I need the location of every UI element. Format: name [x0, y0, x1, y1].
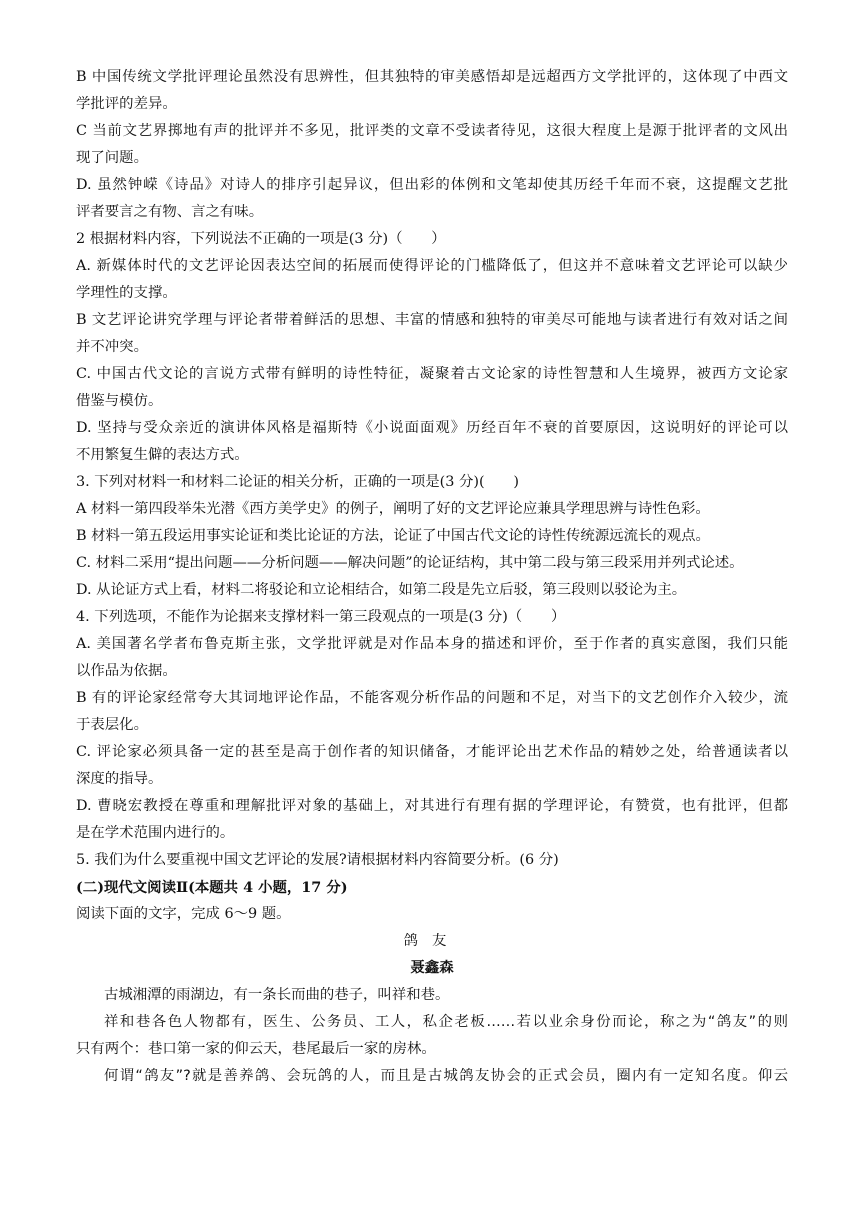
q1-option-d-line1: D. 虽然钟嵘《诗品》对诗人的排序引起异议，但出彩的体例和文笔却使其历经千年而不衰，这提醒文艺批 — [76, 177, 788, 193]
q3-stem: 3. 下列对材料一和材料二论证的相关分析，正确的一项是(3 分)( ) — [76, 474, 520, 490]
q4-option-a-line2: 以作品为依据。 — [76, 663, 177, 679]
story-paragraph-2-line2: 只有两个：巷口第一家的仰云天，巷尾最后一家的房林。 — [76, 1041, 436, 1057]
exam-page — [76, 64, 788, 1090]
q2-option-a-line1: A. 新媒体时代的文艺评论因表达空间的拓展而使得评论的门槛降低了，但这并不意味着文艺评论可以缺少 — [76, 258, 788, 274]
question-4 — [76, 604, 788, 847]
q2-option-c-line2: 借鉴与模仿。 — [76, 393, 163, 409]
story-paragraph-1: 古城湘潭的雨湖边，有一条长而曲的巷子，叫祥和巷。 — [104, 987, 450, 1003]
q1-option-d-line2: 评者要言之有物、言之有味。 — [76, 204, 264, 220]
section-2 — [76, 874, 788, 928]
q4-option-b-line2: 于表层化。 — [76, 717, 148, 733]
q4-option-c-line2: 深度的指导。 — [76, 771, 163, 787]
story-title: 鸽友 — [403, 933, 461, 949]
story — [76, 928, 788, 1090]
q4-option-a-line1: A. 美国著名学者布鲁克斯主张，文学批评就是对作品本身的描述和评价，至于作者的真实意图，我们只能 — [76, 636, 788, 652]
q2-option-d-line2: 不用繁复生僻的表达方式。 — [76, 447, 249, 463]
q4-option-b-line1: B 有的评论家经常夸大其词地评论作品，不能客观分析作品的问题和不足，对当下的文艺创作介入较少，流 — [76, 690, 788, 706]
section-instruction: 阅读下面的文字，完成 6～9 题。 — [76, 906, 291, 922]
q4-option-d-line1: D. 曹晓宏教授在尊重和理解批评对象的基础上，对其进行有理有据的学理评论，有赞赏，也有批评，但都 — [76, 798, 788, 814]
q4-option-d-line2: 是在学术范围内进行的。 — [76, 825, 235, 841]
question-5: 5. 我们为什么要重视中国文艺评论的发展?请根据材料内容简要分析。(6 分) — [76, 852, 559, 868]
q4-option-c-line1: C. 评论家必须具备一定的甚至是高于创作者的知识储备，才能评论出艺术作品的精妙之处，给普通读者以 — [76, 744, 788, 760]
story-paragraph-3-line1: 何谓“鸽友”?就是善养鸽、会玩鸽的人，而且是古城鸽友协会的正式会员，圈内有一定知名度。仰云 — [104, 1068, 788, 1084]
question-3 — [76, 469, 788, 604]
q2-option-b-line2: 并不冲突。 — [76, 339, 148, 355]
q1-option-b-line2: 学批评的差异。 — [76, 96, 177, 112]
q1-option-c-line2: 现了问题。 — [76, 150, 148, 166]
story-paragraph-2-line1: 祥和巷各色人物都有，医生、公务员、工人，私企老板……若以业余身份而论，称之为“鸽友”的则 — [104, 1014, 788, 1030]
q3-option-a: A 材料一第四段举朱光潜《西方美学史》的例子，阐明了好的文艺评论应兼具学理思辨与诗性色彩。 — [76, 501, 710, 517]
section-heading: (二)现代文阅读Ⅱ(本题共 4 小题，17 分) — [76, 879, 348, 896]
question-2 — [76, 226, 788, 469]
q2-option-b-line1: B 文艺评论讲究学理与评论者带着鲜活的思想、丰富的情感和独特的审美尽可能地与读者进行有效对话之间 — [76, 312, 788, 328]
q1-option-b-line1: B 中国传统文学批评理论虽然没有思辨性，但其独特的审美感悟却是远超西方文学批评的，这体现了中西文 — [76, 69, 788, 85]
q1-option-c-line1: C 当前文艺界掷地有声的批评并不多见，批评类的文章不受读者待见，这很大程度上是源于批评者的文风出 — [76, 123, 788, 139]
q2-stem: 2 根据材料内容，下列说法不正确的一项是(3 分)（ ） — [76, 231, 446, 247]
story-author: 聂鑫森 — [410, 960, 454, 976]
q3-option-d: D. 从论证方式上看，材料二将驳论和立论相结合，如第二段是先立后驳，第三段则以驳论为主。 — [76, 582, 687, 598]
question-1-options — [76, 64, 788, 226]
q3-option-c: C. 材料二采用“提出问题——分析问题——解决问题”的论证结构，其中第二段与第三段采用并列式论述。 — [76, 555, 744, 571]
q2-option-c-line1: C. 中国古代文论的言说方式带有鲜明的诗性特征，凝聚着古文论家的诗性智慧和人生境界，被西方文论家 — [76, 366, 788, 382]
q4-stem: 4. 下列选项，不能作为论据来支撑材料一第三段观点的一项是(3 分)（ ） — [76, 609, 566, 625]
q3-option-b: B 材料一第五段运用事实论证和类比论证的方法，论证了中国古代文论的诗性传统源远流长的观点。 — [76, 528, 710, 544]
q2-option-d-line1: D. 坚持与受众亲近的演讲体风格是福斯特《小说面面观》历经百年不衰的首要原因，这说明好的评论可以 — [76, 420, 788, 436]
q2-option-a-line2: 学理性的支撑。 — [76, 285, 177, 301]
